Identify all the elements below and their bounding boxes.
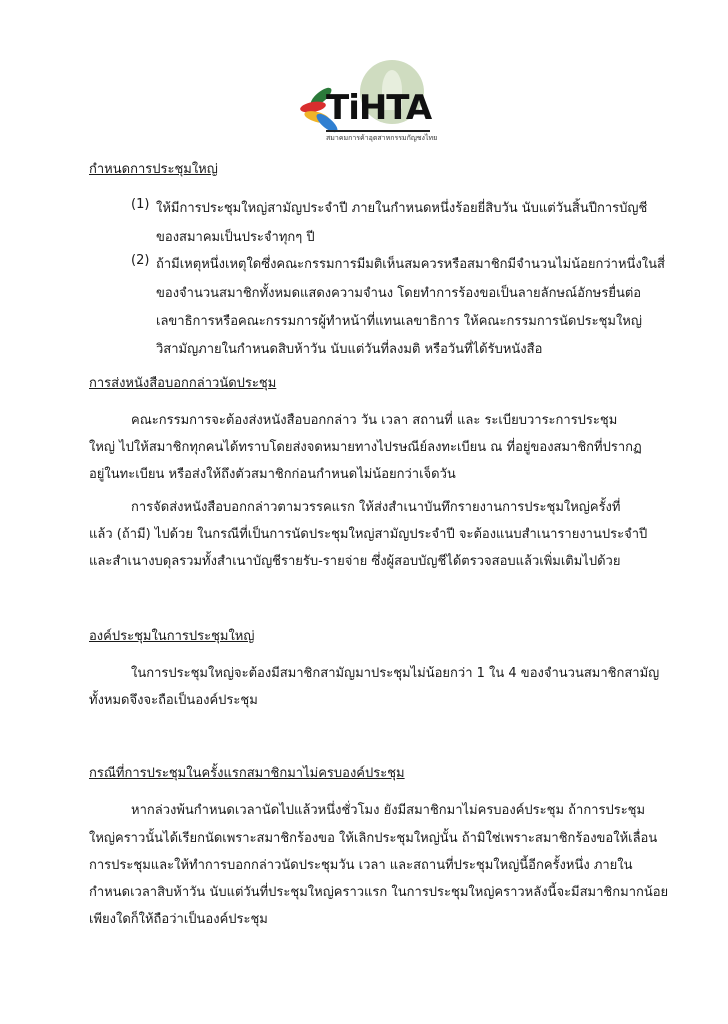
logo-rule [326, 130, 430, 132]
item-line: ของจำนวนสมาชิกทั้งหมดแสดงความจำนง โดยทำการร้องขอเป็นลายลักษณ์อักษรยื่นต่อ [156, 286, 642, 301]
item-number: (1) [131, 197, 150, 212]
paragraph-line: อยู่ในทะเบียน หรือส่งให้ถึงตัวสมาชิกก่อนกำหนดไม่น้อยกว่าเจ็ดวัน [89, 467, 456, 482]
item-number: (2) [131, 253, 150, 268]
paragraph-line: ทั้งหมดจึงจะถือเป็นองค์ประชุม [89, 693, 258, 708]
item-line: วิสามัญภายในกำหนดสิบห้าวัน นับแต่วันที่ลงมติ หรือวันที่ได้รับหนังสือ [156, 342, 543, 357]
item-line: ของสมาคมเป็นประจำทุกๆ ปี [156, 230, 315, 245]
paragraph-line: หากล่วงพ้นกำหนดเวลานัดไปแล้วหนึ่งชั่วโมง ยังมีสมาชิกมาไม่ครบองค์ประชุม ถ้าการประชุม [131, 803, 646, 818]
paragraph-line: คณะกรรมการจะต้องส่งหนังสือบอกกล่าว วัน เวลา สถานที่ และ ระเบียบวาระการประชุม [131, 413, 618, 428]
item-line: เลขาธิการหรือคณะกรรมการผู้ทำหน้าที่แทนเลขาธิการ ให้คณะกรรมการนัดประชุมใหญ่ [156, 314, 642, 329]
section-heading: องค์ประชุมในการประชุมใหญ่ [89, 629, 255, 644]
paragraph-line: การประชุมและให้ทำการบอกกล่าวนัดประชุมวัน เวลา และสถานที่ประชุมใหญ่นี้อีกครั้งหนึ่ง ภายใน [89, 858, 633, 873]
section-heading: กรณีที่การประชุมในครั้งแรกสมาชิกมาไม่ครบองค์ประชุม [89, 766, 405, 781]
section-heading: การส่งหนังสือบอกกล่าวนัดประชุม [89, 376, 277, 391]
paragraph-line: การจัดส่งหนังสือบอกกล่าวตามวรรคแรก ให้ส่งสำเนาบันทึกรายงานการประชุมใหญ่ครั้งที่ [131, 500, 621, 515]
item-line: ถ้ามีเหตุหนึ่งเหตุใดซึ่งคณะกรรมการมีมติเห็นสมควรหรือสมาชิกมีจำนวนไม่น้อยกว่าหนึ่งในสี่ [156, 257, 665, 272]
logo-subtitle: สมาคมการค้าอุตสาหกรรมกัญชงไทย [326, 134, 438, 142]
paragraph-line: เพียงใดก็ให้ถือว่าเป็นองค์ประชุม [89, 912, 268, 927]
paragraph-line: ในการประชุมใหญ่จะต้องมีสมาชิกสามัญมาประชุมไม่น้อยกว่า 1 ใน 4 ของจำนวนสมาชิกสามัญ [131, 666, 660, 681]
item-line: ให้มีการประชุมใหญ่สามัญประจำปี ภายในกำหนดหนึ่งร้อยยี่สิบวัน นับแต่วันสิ้นปีการบัญชี [156, 201, 648, 216]
paragraph-line: ใหญ่คราวนั้นได้เรียกนัดเพราะสมาชิกร้องขอ ให้เลิกประชุมใหญ่นั้น ถ้ามิใช่เพราะสมาชิกร้องขอให้เลื่อน [89, 831, 658, 846]
paragraph-line: กำหนดเวลาสิบห้าวัน นับแต่วันที่ประชุมใหญ่คราวแรก ในการประชุมใหญ่คราวหลังนี้จะมีสมาชิกมากน้อย [89, 885, 669, 900]
paragraph-line: ใหญ่ ไปให้สมาชิกทุกคนได้ทราบโดยส่งจดหมายทางไปรษณีย์ลงทะเบียน ณ ที่อยู่ของสมาชิกที่ปรากฏ [89, 440, 642, 455]
section-heading: กำหนดการประชุมใหญ่ [89, 162, 218, 177]
logo-wordmark: TiHTA [326, 88, 432, 128]
paragraph-line: และสำเนางบดุลรวมทั้งสำเนาบัญชีรายรับ-รายจ่าย ซึ่งผู้สอบบัญชีได้ตรวจสอบแล้วเพิ่มเติมไปด้วย [89, 554, 621, 569]
paragraph-line: แล้ว (ถ้ามี) ไปด้วย ในกรณีที่เป็นการนัดประชุมใหญ่สามัญประจำปี จะต้องแนบสำเนารายงานประจำปี [89, 527, 648, 542]
tihta-logo [290, 58, 440, 148]
